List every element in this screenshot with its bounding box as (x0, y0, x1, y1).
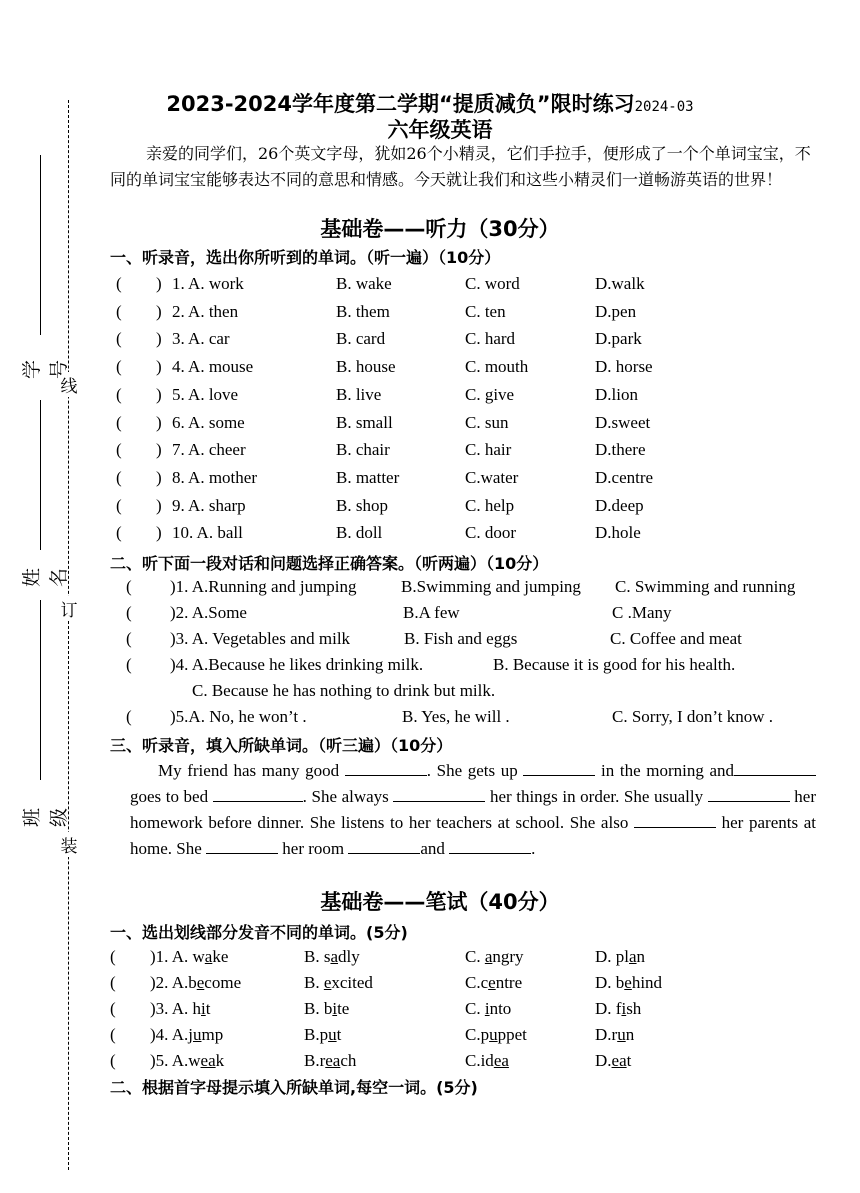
title-date: 2024-03 (634, 99, 694, 115)
option-c: C.puppet (465, 1025, 527, 1044)
option-c: C. angry (465, 947, 524, 966)
answer-bracket[interactable]: ( (116, 495, 122, 515)
underlined-letters: a (330, 947, 339, 966)
answer-bracket[interactable]: ( (116, 467, 122, 487)
listening-part1-item (0, 357, 860, 379)
listening-part3-heading: 三、听录音，填入所缺单词。（听三遍）（10分） (110, 736, 453, 755)
student-id-label: 学号 (22, 359, 70, 379)
option-c: C. word (465, 274, 520, 293)
cloze-blank[interactable] (708, 785, 790, 802)
option-d: D.deep (595, 495, 644, 515)
listening-part1-item (0, 523, 860, 545)
answer-bracket-close: ) (156, 467, 162, 487)
answer-bracket[interactable]: ( (116, 523, 122, 543)
cloze-paragraph (130, 758, 816, 862)
cloze-text: goes to bed (130, 787, 209, 806)
option-d: D.walk (595, 274, 645, 293)
cloze-text: . She gets up (426, 761, 518, 780)
option-d: D.park (595, 329, 642, 349)
option-a: )2. A.Some (170, 603, 247, 622)
phonics-item (0, 1051, 860, 1073)
cloze-blank[interactable] (213, 785, 303, 802)
listening-part2-item (126, 577, 826, 599)
option-a: )4. A.Because he likes drinking milk. (170, 655, 424, 674)
cloze-text: her parents at home. She (130, 813, 817, 858)
option-b: B. house (336, 357, 396, 377)
cloze-text: . She always (302, 787, 389, 806)
cloze-blank[interactable] (345, 759, 427, 776)
listening-part1-item (0, 385, 860, 407)
option-a: 3. A. car (172, 329, 230, 349)
option-c: C. sun (465, 412, 509, 432)
underlined-letters: i (201, 999, 206, 1018)
listening-part1-heading: 一、听录音，选出你所听到的单词。（听一遍）（10分） (110, 248, 501, 267)
option-b: B.Swimming and jumping (401, 577, 581, 596)
cloze-text: and (420, 839, 445, 858)
answer-bracket[interactable]: ( (116, 412, 122, 432)
option-b: B. chair (336, 440, 390, 460)
option-a: )1. A. wake (150, 947, 229, 966)
option-d: D.run (595, 1025, 635, 1044)
phonics-item (0, 1025, 860, 1047)
cloze-blank[interactable] (348, 837, 420, 854)
listening-part2-item (126, 655, 826, 677)
option-c: C. Because he has nothing to drink but milk. (192, 681, 496, 700)
underlined-letters: u (617, 1025, 626, 1044)
option-b: B. matter (336, 467, 400, 487)
option-a: )2. A.become (150, 973, 242, 992)
answer-bracket[interactable]: ( (126, 707, 132, 726)
cloze-text: My friend has many good (158, 761, 340, 780)
intro-paragraph: 亲爱的同学们，26个英文字母，犹如26个小精灵，它们手拉手，便形成了一个个单词宝宝，不同的单词宝宝能够表达不同的意思和情感。今天就让我们和这些小精灵们一道畅游英语的世界！ (110, 144, 811, 189)
answer-bracket-close: ) (156, 357, 162, 377)
answer-bracket[interactable]: ( (126, 655, 132, 674)
cloze-blank[interactable] (734, 759, 816, 776)
writing-part1-heading: 一、选出划线部分发音不同的单词。(5分) (110, 923, 408, 942)
option-c: C. mouth (465, 357, 529, 377)
option-d: D.hole (595, 523, 641, 543)
option-b: B. shop (336, 495, 388, 515)
answer-bracket[interactable]: ( (116, 329, 122, 349)
option-d: D.centre (595, 467, 654, 487)
option-a: 2. A. then (172, 301, 239, 321)
answer-bracket-close: ) (156, 523, 162, 543)
class-line (40, 600, 43, 780)
answer-bracket-close: ) (156, 384, 162, 404)
option-a: )5.A. No, he won’t . (170, 707, 307, 726)
class-label: 班级 (22, 807, 70, 827)
option-b: B.reach (304, 1051, 357, 1070)
answer-bracket[interactable]: ( (110, 999, 116, 1018)
answer-bracket-close: ) (156, 440, 162, 460)
option-a: 4. A. mouse (172, 357, 254, 377)
listening-part2-item-cont (126, 681, 826, 703)
option-c: C. help (465, 495, 515, 515)
option-a: 6. A. some (172, 412, 245, 432)
answer-bracket[interactable]: ( (110, 1025, 116, 1044)
option-c: C. Swimming and running (615, 577, 796, 596)
option-a: )1. A.Running and jumping (170, 577, 357, 596)
option-a: 7. A. cheer (172, 440, 246, 460)
option-d: D.sweet (595, 412, 651, 432)
answer-bracket[interactable]: ( (126, 577, 132, 596)
answer-bracket-close: ) (156, 274, 162, 293)
option-d: D.lion (595, 384, 638, 404)
option-c: C.water (465, 467, 519, 487)
underlined-letters: ea (493, 1051, 509, 1070)
listening-part1-item (0, 274, 860, 296)
cloze-text: her homework before dinner. She listens to her teachers at school. She also (130, 787, 816, 832)
underlined-letters: a (484, 947, 493, 966)
option-c: C. hard (465, 329, 516, 349)
answer-bracket[interactable]: ( (126, 603, 132, 622)
option-c: C. give (465, 384, 515, 404)
phonics-item (0, 999, 860, 1021)
answer-bracket[interactable]: ( (116, 301, 122, 321)
underlined-letters: e (323, 973, 332, 992)
option-b: B. them (336, 301, 390, 321)
cloze-text: . (531, 839, 536, 858)
option-c: C.centre (465, 973, 523, 992)
listening-part1-item (0, 468, 860, 490)
listening-part1-item (0, 413, 860, 435)
option-a: 9. A. sharp (172, 495, 246, 515)
underlined-letters: i (332, 999, 338, 1018)
listening-part2-item (126, 629, 826, 651)
cloze-blank[interactable] (206, 837, 278, 854)
listening-part1-item (0, 496, 860, 518)
option-c: C. door (465, 523, 516, 543)
underlined-letters: u (328, 1025, 337, 1044)
option-a: 8. A. mother (172, 467, 257, 487)
listening-part2-item (126, 707, 826, 729)
binding-mark-ding: 订 (60, 596, 78, 621)
cloze-text: in the morning and (601, 761, 735, 780)
option-b: B. live (336, 384, 382, 404)
cloze-blank[interactable] (634, 811, 716, 828)
name-label: 姓名 (22, 567, 70, 587)
underlined-letters: a (204, 947, 213, 966)
underlined-letters: u (192, 1025, 202, 1044)
answer-bracket[interactable]: ( (110, 973, 116, 992)
listening-part1-item (0, 302, 860, 324)
writing-part2-heading: 二、根据首字母提示填入所缺单词,每空一词。(5分) (110, 1078, 478, 1097)
option-d: D. fish (595, 999, 642, 1018)
underlined-letters: e (196, 973, 205, 992)
option-a: )3. A. hit (150, 999, 211, 1018)
option-b: B.A few (403, 603, 460, 622)
underlined-letters: u (489, 1025, 498, 1044)
answer-bracket[interactable]: ( (126, 629, 132, 648)
option-d: D. horse (595, 357, 653, 377)
option-b: B. doll (336, 523, 383, 543)
answer-bracket[interactable]: ( (116, 274, 122, 293)
listening-part2-item (126, 603, 826, 625)
listening-part1-item (0, 329, 860, 351)
listening-part1-item (0, 440, 860, 462)
underlined-letters: i (484, 999, 490, 1018)
answer-bracket[interactable]: ( (116, 440, 122, 460)
option-d: D. behind (595, 973, 663, 992)
page-subtitle: 六年级英语 (387, 118, 493, 142)
option-b: B. card (336, 329, 386, 349)
option-c: C .Many (612, 603, 672, 622)
writing-section-title: 基础卷——笔试（40分） (320, 890, 560, 914)
answer-bracket[interactable]: ( (110, 1051, 116, 1070)
answer-bracket[interactable]: ( (116, 357, 122, 377)
option-b: B. excited (304, 973, 373, 992)
option-a: 1. A. work (172, 274, 244, 293)
cloze-blank[interactable] (523, 759, 595, 776)
cloze-text: her things in order. She usually (489, 787, 704, 806)
option-b: B. Fish and eggs (404, 629, 518, 648)
underlined-letters: a (629, 947, 637, 966)
underlined-letters: ea (325, 1051, 341, 1070)
option-b: B. Because it is good for his health. (493, 655, 736, 674)
underlined-letters: e (488, 973, 496, 992)
underlined-letters: ea (200, 1051, 216, 1070)
option-c: C. hair (465, 440, 512, 460)
phonics-item (0, 947, 860, 969)
answer-bracket-close: ) (156, 301, 162, 321)
option-b: B. bite (304, 999, 350, 1018)
cloze-text: her room (282, 839, 345, 858)
underlined-letters: e (624, 973, 632, 992)
answer-bracket-close: ) (156, 329, 162, 349)
option-a: )3. A. Vegetables and milk (170, 629, 351, 648)
answer-bracket[interactable]: ( (110, 947, 116, 966)
option-d: D.pen (595, 301, 637, 321)
option-a: 10. A. ball (172, 523, 243, 543)
cloze-blank[interactable] (393, 785, 485, 802)
option-c: C. Coffee and meat (610, 629, 742, 648)
listening-section-title: 基础卷——听力（30分） (320, 217, 560, 241)
title-text: 2023-2024学年度第二学期“提质减负”限时练习 (166, 92, 635, 116)
cloze-blank[interactable] (449, 837, 531, 854)
answer-bracket[interactable]: ( (116, 384, 122, 404)
phonics-item (0, 973, 860, 995)
option-a: 5. A. love (172, 384, 239, 404)
underlined-letters: i (621, 999, 627, 1018)
listening-part2-heading: 二、听下面一段对话和问题选择正确答案。（听两遍）（10分） (110, 554, 549, 573)
option-a: )4. A.jump (150, 1025, 224, 1044)
option-b: B. small (336, 412, 393, 432)
answer-bracket-close: ) (156, 495, 162, 515)
option-c: C. ten (465, 301, 506, 321)
option-a: )5. A.weak (150, 1051, 225, 1070)
underlined-letters: ea (611, 1051, 627, 1070)
option-b: B. wake (336, 274, 392, 293)
option-b: B. sadly (304, 947, 360, 966)
option-d: D.there (595, 440, 646, 460)
binding-mark-zhuang: 装 (60, 832, 78, 857)
binding-mark-xian: 线 (60, 372, 78, 397)
option-b: B.put (304, 1025, 342, 1044)
option-b: B. Yes, he will . (402, 707, 510, 726)
option-d: D.eat (595, 1051, 632, 1070)
option-c: C. into (465, 999, 512, 1018)
option-c: C. Sorry, I don’t know . (612, 707, 774, 726)
option-d: D. plan (595, 947, 646, 966)
option-c: C.idea (465, 1051, 509, 1070)
answer-bracket-close: ) (156, 412, 162, 432)
